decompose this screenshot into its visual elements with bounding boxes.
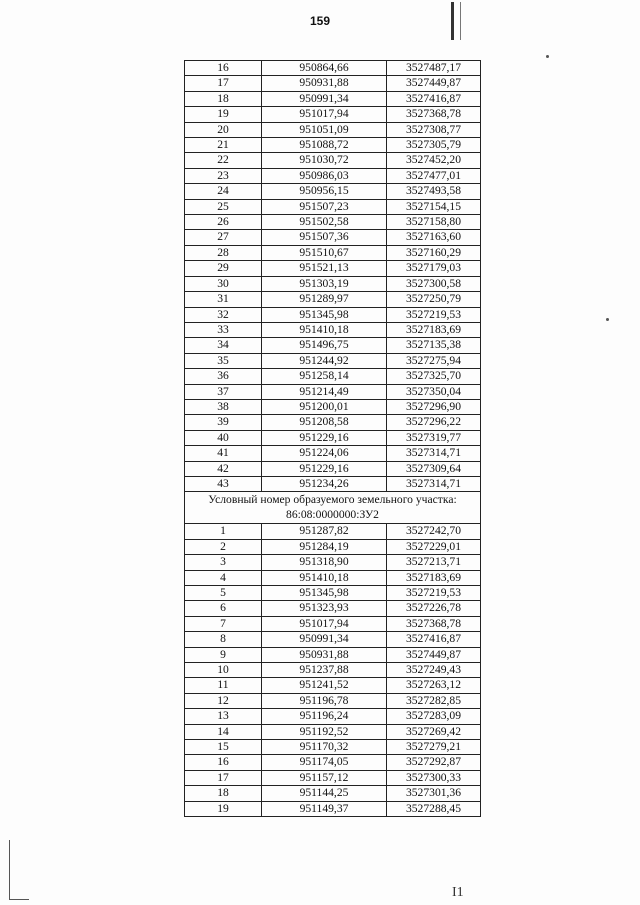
table-row (185, 215, 481, 230)
y-coordinate-cell: 3527229,01 (387, 539, 481, 554)
x-coordinate-cell: 951241,52 (262, 678, 387, 693)
x-coordinate-cell: 951410,18 (262, 570, 387, 585)
x-coordinate-cell: 951287,82 (262, 524, 387, 539)
scan-speck (546, 55, 549, 58)
point-number-cell: 16 (185, 61, 262, 76)
x-coordinate-cell: 950864,66 (262, 61, 387, 76)
x-coordinate-cell: 950991,34 (262, 632, 387, 647)
table-row (185, 353, 481, 368)
table-row (185, 76, 481, 91)
point-number-cell: 32 (185, 307, 262, 322)
y-coordinate-cell: 3527154,15 (387, 199, 481, 214)
y-coordinate-cell: 3527416,87 (387, 91, 481, 106)
table-row (185, 430, 481, 445)
table-row (185, 755, 481, 770)
table-row (185, 524, 481, 539)
table-row (185, 184, 481, 199)
x-coordinate-cell: 951244,92 (262, 353, 387, 368)
table-row (185, 168, 481, 183)
table-row (185, 245, 481, 260)
y-coordinate-cell: 3527452,20 (387, 153, 481, 168)
x-coordinate-cell: 951144,25 (262, 786, 387, 801)
point-number-cell: 8 (185, 632, 262, 647)
y-coordinate-cell: 3527249,43 (387, 663, 481, 678)
x-coordinate-cell: 951234,26 (262, 476, 387, 491)
scan-edge (9, 899, 29, 900)
y-coordinate-cell: 3527296,90 (387, 399, 481, 414)
x-coordinate-cell: 951214,49 (262, 384, 387, 399)
y-coordinate-cell: 3527325,70 (387, 369, 481, 384)
x-coordinate-cell: 951174,05 (262, 755, 387, 770)
x-coordinate-cell: 951224,06 (262, 446, 387, 461)
table-row (185, 586, 481, 601)
y-coordinate-cell: 3527368,78 (387, 107, 481, 122)
point-number-cell: 28 (185, 245, 262, 260)
table-row (185, 476, 481, 491)
table-row (185, 369, 481, 384)
point-number-cell: 18 (185, 91, 262, 106)
table-row (185, 632, 481, 647)
y-coordinate-cell: 3527308,77 (387, 122, 481, 137)
y-coordinate-cell: 3527219,53 (387, 307, 481, 322)
y-coordinate-cell: 3527477,01 (387, 168, 481, 183)
x-coordinate-cell: 951345,98 (262, 307, 387, 322)
table-row (185, 122, 481, 137)
x-coordinate-cell: 951030,72 (262, 153, 387, 168)
y-coordinate-cell: 3527263,12 (387, 678, 481, 693)
point-number-cell: 41 (185, 446, 262, 461)
x-coordinate-cell: 951149,37 (262, 801, 387, 816)
y-coordinate-cell: 3527158,80 (387, 215, 481, 230)
section-header-body (185, 492, 481, 524)
table-row (185, 678, 481, 693)
table-row (185, 384, 481, 399)
point-number-cell: 25 (185, 199, 262, 214)
y-coordinate-cell: 3527282,85 (387, 693, 481, 708)
point-number-cell: 1 (185, 524, 262, 539)
y-coordinate-cell: 3527283,09 (387, 709, 481, 724)
x-coordinate-cell: 951196,24 (262, 709, 387, 724)
point-number-cell: 38 (185, 399, 262, 414)
point-number-cell: 16 (185, 755, 262, 770)
section-header-cell (185, 492, 481, 524)
point-number-cell: 42 (185, 461, 262, 476)
y-coordinate-cell: 3527183,69 (387, 570, 481, 585)
y-coordinate-cell: 3527301,36 (387, 786, 481, 801)
x-coordinate-cell: 951507,23 (262, 199, 387, 214)
point-number-cell: 5 (185, 586, 262, 601)
x-coordinate-cell: 951258,14 (262, 369, 387, 384)
table-row (185, 230, 481, 245)
point-number-cell: 40 (185, 430, 262, 445)
point-number-cell: 33 (185, 322, 262, 337)
table-row (185, 153, 481, 168)
x-coordinate-cell: 951323,93 (262, 601, 387, 616)
table-row (185, 770, 481, 785)
x-coordinate-cell: 951051,09 (262, 122, 387, 137)
y-coordinate-cell: 3527350,04 (387, 384, 481, 399)
x-coordinate-cell: 951170,32 (262, 740, 387, 755)
table-row (185, 740, 481, 755)
table-row (185, 307, 481, 322)
table-row (185, 539, 481, 554)
section-header-title: Условный номер образуемого земельного участка: (208, 493, 457, 507)
x-coordinate-cell: 951229,16 (262, 461, 387, 476)
y-coordinate-cell: 3527242,70 (387, 524, 481, 539)
x-coordinate-cell: 951289,97 (262, 292, 387, 307)
point-number-cell: 30 (185, 276, 262, 291)
point-number-cell: 14 (185, 724, 262, 739)
x-coordinate-cell: 951284,19 (262, 539, 387, 554)
point-number-cell: 24 (185, 184, 262, 199)
x-coordinate-cell: 951303,19 (262, 276, 387, 291)
y-coordinate-cell: 3527160,29 (387, 245, 481, 260)
y-coordinate-cell: 3527219,53 (387, 586, 481, 601)
y-coordinate-cell: 3527135,38 (387, 338, 481, 353)
point-number-cell: 3 (185, 555, 262, 570)
table-row (185, 292, 481, 307)
coordinates-table-body-b (185, 524, 481, 817)
table-row (185, 693, 481, 708)
table-row (185, 616, 481, 631)
table-row (185, 801, 481, 816)
x-coordinate-cell: 951017,94 (262, 107, 387, 122)
y-coordinate-cell: 3527292,87 (387, 755, 481, 770)
y-coordinate-cell: 3527449,87 (387, 647, 481, 662)
section-header-row (185, 492, 481, 524)
point-number-cell: 22 (185, 153, 262, 168)
x-coordinate-cell: 951017,94 (262, 616, 387, 631)
point-number-cell: 10 (185, 663, 262, 678)
y-coordinate-cell: 3527314,71 (387, 476, 481, 491)
x-coordinate-cell: 951088,72 (262, 138, 387, 153)
table-row (185, 61, 481, 76)
table-row (185, 322, 481, 337)
section-header-cadastral-number: 86:08:0000000:ЗУ2 (286, 507, 379, 521)
table-row (185, 570, 481, 585)
point-number-cell: 36 (185, 369, 262, 384)
x-coordinate-cell: 951502,58 (262, 215, 387, 230)
y-coordinate-cell: 3527179,03 (387, 261, 481, 276)
x-coordinate-cell: 951208,58 (262, 415, 387, 430)
point-number-cell: 9 (185, 647, 262, 662)
x-coordinate-cell: 951345,98 (262, 586, 387, 601)
x-coordinate-cell: 951192,52 (262, 724, 387, 739)
table-row (185, 107, 481, 122)
y-coordinate-cell: 3527300,33 (387, 770, 481, 785)
point-number-cell: 26 (185, 215, 262, 230)
x-coordinate-cell: 950956,15 (262, 184, 387, 199)
scan-speck (606, 318, 609, 321)
y-coordinate-cell: 3527487,17 (387, 61, 481, 76)
y-coordinate-cell: 3527319,77 (387, 430, 481, 445)
table-row (185, 415, 481, 430)
x-coordinate-cell: 951318,90 (262, 555, 387, 570)
x-coordinate-cell: 950986,03 (262, 168, 387, 183)
x-coordinate-cell: 951237,88 (262, 663, 387, 678)
table-row (185, 338, 481, 353)
point-number-cell: 35 (185, 353, 262, 368)
x-coordinate-cell: 951521,13 (262, 261, 387, 276)
coordinates-table-body-a (185, 61, 481, 492)
x-coordinate-cell: 951200,01 (262, 399, 387, 414)
y-coordinate-cell: 3527269,42 (387, 724, 481, 739)
point-number-cell: 11 (185, 678, 262, 693)
point-number-cell: 12 (185, 693, 262, 708)
point-number-cell: 18 (185, 786, 262, 801)
x-coordinate-cell: 951510,67 (262, 245, 387, 260)
table-row (185, 138, 481, 153)
x-coordinate-cell: 950991,34 (262, 91, 387, 106)
point-number-cell: 43 (185, 476, 262, 491)
y-coordinate-cell: 3527493,58 (387, 184, 481, 199)
point-number-cell: 27 (185, 230, 262, 245)
binding-mark (451, 2, 461, 40)
table-row (185, 663, 481, 678)
bottom-mark: Ι1 (452, 885, 464, 900)
y-coordinate-cell: 3527183,69 (387, 322, 481, 337)
point-number-cell: 29 (185, 261, 262, 276)
point-number-cell: 19 (185, 107, 262, 122)
table-row (185, 276, 481, 291)
point-number-cell: 39 (185, 415, 262, 430)
y-coordinate-cell: 3527449,87 (387, 76, 481, 91)
y-coordinate-cell: 3527368,78 (387, 616, 481, 631)
coordinates-table (184, 60, 481, 817)
point-number-cell: 6 (185, 601, 262, 616)
scan-edge (9, 840, 10, 900)
point-number-cell: 21 (185, 138, 262, 153)
point-number-cell: 2 (185, 539, 262, 554)
page-number: 159 (309, 14, 331, 28)
x-coordinate-cell: 951410,18 (262, 322, 387, 337)
x-coordinate-cell: 951496,75 (262, 338, 387, 353)
point-number-cell: 17 (185, 76, 262, 91)
table-row (185, 786, 481, 801)
point-number-cell: 34 (185, 338, 262, 353)
x-coordinate-cell: 951196,78 (262, 693, 387, 708)
table-row (185, 724, 481, 739)
y-coordinate-cell: 3527416,87 (387, 632, 481, 647)
y-coordinate-cell: 3527296,22 (387, 415, 481, 430)
y-coordinate-cell: 3527300,58 (387, 276, 481, 291)
point-number-cell: 37 (185, 384, 262, 399)
table-row (185, 446, 481, 461)
y-coordinate-cell: 3527213,71 (387, 555, 481, 570)
point-number-cell: 31 (185, 292, 262, 307)
point-number-cell: 19 (185, 801, 262, 816)
table-row (185, 647, 481, 662)
x-coordinate-cell: 951157,12 (262, 770, 387, 785)
table-row (185, 461, 481, 476)
y-coordinate-cell: 3527305,79 (387, 138, 481, 153)
y-coordinate-cell: 3527226,78 (387, 601, 481, 616)
y-coordinate-cell: 3527309,64 (387, 461, 481, 476)
x-coordinate-cell: 951229,16 (262, 430, 387, 445)
y-coordinate-cell: 3527288,45 (387, 801, 481, 816)
point-number-cell: 13 (185, 709, 262, 724)
y-coordinate-cell: 3527275,94 (387, 353, 481, 368)
point-number-cell: 4 (185, 570, 262, 585)
table-row (185, 555, 481, 570)
point-number-cell: 7 (185, 616, 262, 631)
table-row (185, 601, 481, 616)
x-coordinate-cell: 950931,88 (262, 647, 387, 662)
x-coordinate-cell: 950931,88 (262, 76, 387, 91)
table-row (185, 91, 481, 106)
table-row (185, 709, 481, 724)
point-number-cell: 23 (185, 168, 262, 183)
point-number-cell: 17 (185, 770, 262, 785)
point-number-cell: 20 (185, 122, 262, 137)
table-row (185, 199, 481, 214)
x-coordinate-cell: 951507,36 (262, 230, 387, 245)
y-coordinate-cell: 3527314,71 (387, 446, 481, 461)
point-number-cell: 15 (185, 740, 262, 755)
table-row (185, 261, 481, 276)
y-coordinate-cell: 3527279,21 (387, 740, 481, 755)
y-coordinate-cell: 3527163,60 (387, 230, 481, 245)
y-coordinate-cell: 3527250,79 (387, 292, 481, 307)
table-row (185, 399, 481, 414)
